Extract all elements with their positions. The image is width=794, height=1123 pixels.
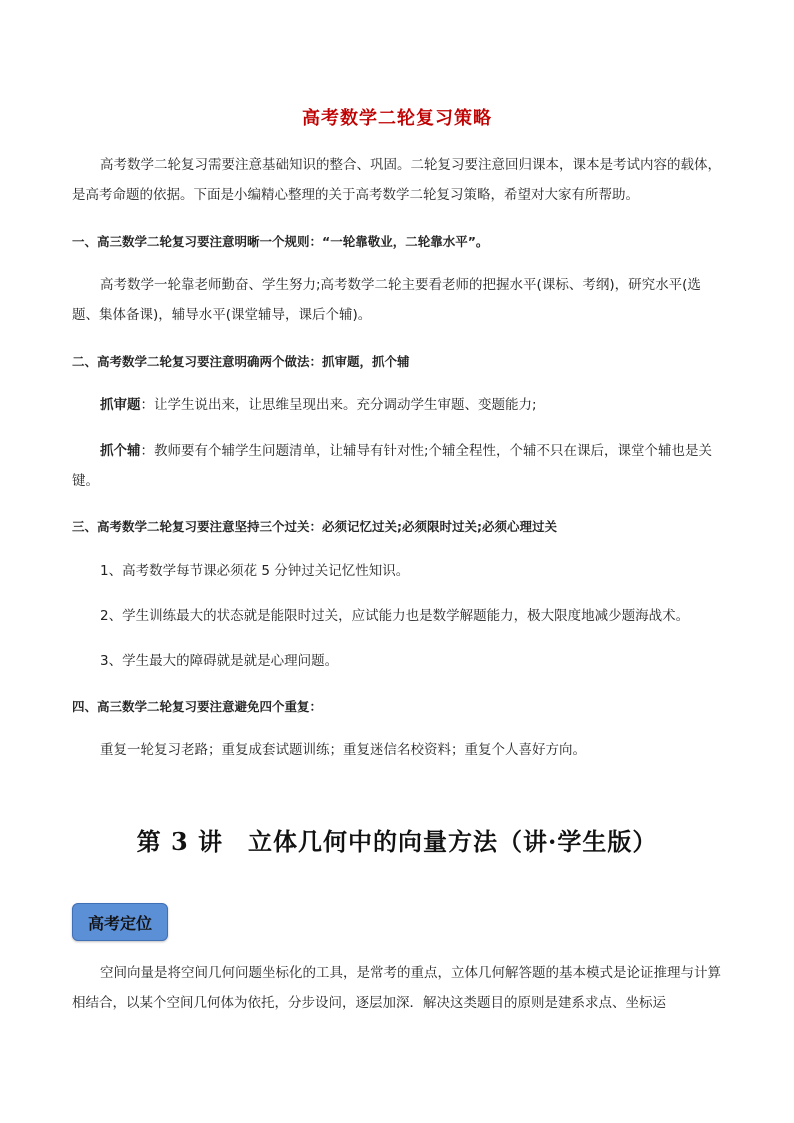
section-1-body: 高考数学一轮靠老师勤奋、学生努力;高考数学二轮主要看老师的把握水平(课标、考纲)，研究水平(选题、集体备课)，辅导水平(课堂辅导，课后个辅)。 [72,277,701,323]
point-1-body: ：让学生说出来，让思维呈现出来。充分调动学生审题、变题能力; [140,397,537,413]
document-title: 高考数学二轮复习策略 [302,108,492,129]
section-3-item-2: 2、学生训练最大的状态就是能限时过关，应试能力也是数学解题能力，极大限度地减少题海战术。 [100,608,690,624]
section-3-heading: 三、高考数学二轮复习要注意坚持三个过关：必须记忆过关;必须限时过关;必须心理过关 [72,519,557,534]
point-2-lead: 抓个辅 [100,443,141,459]
section-2-heading: 二、高考数学二轮复习要注意明确两个做法：抓审题，抓个辅 [72,354,410,369]
intro-paragraph: 高考数学二轮复习需要注意基础知识的整合、巩固。二轮复习要注意回归课本，课本是考试内容的载体，是高考命题的依据。下面是小编精心整理的关于高考数学二轮复习策略，希望对大家有所帮助。 [72,157,721,203]
section-4-heading: 四、高三数学二轮复习要注意避免四个重复： [72,699,323,714]
section-1-heading: 一、高三数学二轮复习要注意明晰一个规则：“一轮靠敬业，二轮靠水平”。 [72,234,489,249]
section-3-item-1: 1、高考数学每节课必须花 5 分钟过关记忆性知识。 [100,563,410,579]
point-2-body: ：教师要有个辅学生问题清单，让辅导有针对性;个辅全程性，个辅不只在课后，课堂个辅也是关键。 [72,443,713,489]
final-paragraph: 空间向量是将空间几何问题坐标化的工具，是常考的重点，立体几何解答题的基本模式是论证推理与计算相结合，以某个空间几何体为依托，分步设问，逐层加深．解决这类题目的原则是建系求点、坐标运 [72,965,721,1011]
section-3-item-3: 3、学生最大的障碍就是就是心理问题。 [100,653,339,669]
section-4-body: 重复一轮复习老路；重复成套试题训练；重复迷信名校资料；重复个人喜好方向。 [100,742,586,758]
lecture-title: 第 3 讲 立体几何中的向量方法（讲·学生版） [136,827,658,856]
point-1-lead: 抓审题 [100,397,141,413]
section-2-point-2 [72,436,722,496]
section-2-point-1 [72,390,722,420]
section-badge: 高考定位 [72,903,168,941]
